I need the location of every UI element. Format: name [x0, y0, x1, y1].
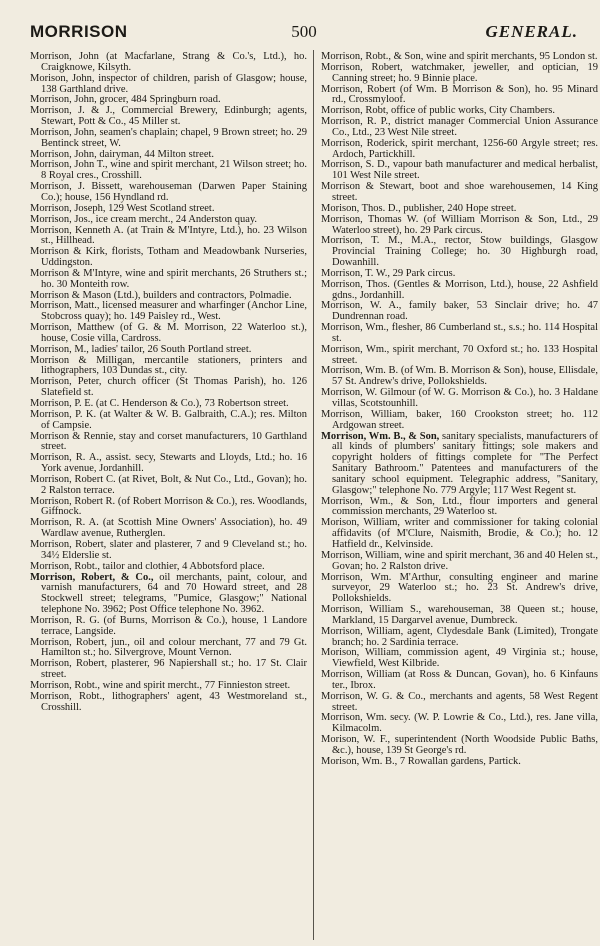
directory-entry: Morrison, Robert (of Wm. B Morrison & Son), ho. 95 Minard rd., Crossmyloof. [321, 83, 598, 106]
directory-entry: Morrison, Thos. (Gentles & Morrison, Ltd.), house, 22 Ashfield gdns., Jordanhill. [321, 278, 598, 301]
directory-entry: Morrison, R. G. (of Burns, Morrison & Co.), house, 1 Landore terrace, Langside. [30, 614, 307, 637]
directory-entry: Morrison, William, agent, Clydesdale Bank (Limited), Trongate branch; ho. 2 Sardinia terrace. [321, 625, 598, 648]
directory-entry: Morrison, William (at Ross & Duncan, Govan), ho. 6 Kinfauns ter., Ibrox. [321, 669, 598, 691]
directory-entry: Morison, William, writer and commissioner for taking colonial affidavits (of M'Clure, Naismith, Brodie, & Co.); ho. 12 Hatfield dr., Kelvinside. [321, 517, 598, 550]
running-head-name: MORRISON [30, 22, 128, 41]
running-head-section: GENERAL. [485, 22, 578, 41]
directory-entry: Morrison & Rennie, stay and corset manufacturers, 10 Garthland street. [30, 430, 307, 453]
directory-entry: Morison, William, commission agent, 49 Virginia st.; house, Viewfield, West Kilbride. [321, 647, 598, 670]
directory-entry [30, 573, 307, 616]
directory-entry: Morrison, Wm. B. (of Wm. B. Morrison & Son), house, Ellisdale, 57 St. Andrew's drive, Pollokshields. [321, 365, 598, 388]
directory-entry: Morrison, W. A., family baker, 53 Sinclair drive; ho. 47 Dundrennan road. [321, 300, 598, 323]
column-divider [313, 50, 314, 940]
directory-entry: Morrison, Robert, jun., oil and colour merchant, 77 and 79 Gt. Hamilton st.; ho. Silvergrove, Mount Vernon. [30, 636, 307, 659]
directory-entry: Morrison, Robt., wine and spirit mercht., 77 Finnieston street. [30, 679, 291, 691]
directory-entry: Morrison, Robert C. (at Rivet, Bolt, & Nut Co., Ltd., Govan); ho. 2 Ralston terrace. [30, 473, 307, 496]
directory-entry: Morrison, R. A. (at Scottish Mine Owners' Association), ho. 49 Wardlaw avenue, Rutherglen. [30, 517, 307, 540]
directory-entry: Morrison & Mason (Ltd.), builders and contractors, Polmadie. [30, 289, 292, 301]
directory-entry: Morrison, J. Bissett, warehouseman (Darwen Paper Staining Co.); house, 156 Hyndland rd. [30, 181, 307, 203]
directory-entry: Morrison, William S., warehouseman, 38 Queen st.; house, Markland, 15 Dargarvel avenue, Dumbreck. [321, 604, 598, 626]
directory-entry [321, 432, 598, 497]
directory-entry: Morison, W. F., superintendent (North Woodside Public Baths, &c.), house, 139 St George's rd. [321, 734, 598, 756]
directory-entry: Morrison, Peter, church officer (St Thomas Parish), ho. 126 Slatefield st. [30, 376, 307, 399]
directory-entry: Morrison, Wm., & Son, Ltd., flour importers and general commission merchants, 29 Waterloo st. [321, 495, 598, 518]
directory-entry: Morrison & Milligan, mercantile stationers, printers and lithographers, 103 Dundas st., city. [30, 354, 307, 377]
directory-entry: Morrison, P. E. (at C. Henderson & Co.), 73 Robertson street. [30, 398, 289, 409]
directory-entry: Morrison, John, dairyman, 44 Milton street. [30, 148, 215, 160]
directory-entry: Morrison, Robt., & Son, wine and spirit merchants, 95 London st. [321, 51, 598, 62]
directory-entry: Morrison, John (at Macfarlane, Strang & Co.'s, Ltd.), ho. Craigknowe, Kilsyth. [30, 51, 307, 73]
directory-entry: Morrison, W. G. & Co., merchants and agents, 58 West Regent street. [321, 690, 598, 713]
directory-entry: Morrison, Wm. secy. (W. P. Lowrie & Co., Ltd.), res. Jane villa, Kilmacolm. [321, 712, 598, 735]
directory-entry: Morrison, Robert R. (of Robert Morrison & Co.), res. Woodlands, Giffnock. [30, 495, 307, 518]
directory-entry: Morrison, T. M., M.A., rector, Stow buildings, Glasgow Provincial Training College; ho. 30 Highburgh road, Dowanhill. [321, 235, 598, 269]
directory-entry: Morison, Wm. B., 7 Rowallan gardens, Partick. [321, 755, 521, 767]
directory-entry: Morrison, T. W., 29 Park circus. [321, 267, 456, 279]
directory-entry: Morrison, Robert, slater and plasterer, 7 and 9 Cleveland st.; ho. 34½ Elderslie st. [30, 538, 307, 561]
directory-entry: Morrison, Kenneth A. (at Train & M'Intyre, Ltd.), ho. 23 Wilson st., Hillhead. [30, 224, 307, 247]
directory-entry: Morrison, Roderick, spirit merchant, 1256-60 Argyle street; res. Ardoch, Partickhill. [321, 137, 598, 160]
directory-entry: Morrison, William, baker, 160 Crookston street; ho. 112 Ardgowan street. [321, 408, 598, 431]
directory-entry: Morrison, William, wine and spirit merchant, 36 and 40 Helen st., Govan; ho. 2 Ralston drive. [321, 549, 598, 572]
directory-entry: Morrison, R. A., assist. secy, Stewarts and Lloyds, Ltd.; ho. 16 York avenue, Jordanhill. [30, 452, 307, 475]
directory-entry: Morrison, Matt., licensed measurer and wharfinger (Anchor Line, Stobcross quay); ho. 149 Paisley rd., West. [30, 300, 307, 323]
directory-entry: Morrison, Matthew (of G. & M. Morrison, 22 Waterloo st.), house, Cosie villa, Cardross. [30, 322, 307, 344]
page-header [30, 22, 578, 44]
directory-entry: Morrison, John, seamen's chaplain; chapel, 9 Brown street; ho. 29 Bentinck street, W. [30, 126, 307, 149]
directory-entry: Morrison, Wm., flesher, 86 Cumberland st., s.s.; ho. 114 Hospital st. [321, 322, 598, 344]
directory-entry: Morison, Thos. D., publisher, 240 Hope street. [321, 202, 517, 214]
directory-entry: Morrison, Robt., tailor and clothier, 4 Abbotsford place. [30, 560, 265, 572]
directory-entry: Morrison, M., ladies' tailor, 26 South Portland street. [30, 343, 252, 355]
directory-entry: Morrison, S. D., vapour bath manufacturer and medical herbalist, 101 West Nile street. [321, 159, 598, 182]
entry-text: oil merchants, paint, colour, and varnish manufacturers, 64 and 70 Howard street, and 28 Stockwell street; telegrams, "Pumice, Glasgow;" National telephone No. 3962; Post Office telephone No. 3962. [41, 571, 307, 616]
entry-name-bold: Morrison, Robert, & Co., [30, 571, 154, 583]
right-column [321, 52, 598, 768]
directory-entry: Morrison, Robt., lithographers' agent, 43 Westmoreland st., Crosshill. [30, 690, 307, 713]
entry-text: sanitary specialists, manufacturers of all kinds of plumbers' sanitary fittings; sole makers and copyright holders of fittings complete for "The Perfect Sanitary Bathroom." Patentees and manufacturers of the sanitary school equipment. Telegraphic address, "Sanitary, Glasgow;" telephone No. 779 Argyle; 117 West Regent st. [332, 430, 598, 496]
directory-entry: Morrison & Stewart, boot and shoe warehousemen, 14 King street. [321, 181, 598, 203]
directory-entry: Morrison, W. Gilmour (of W. G. Morrison & Co.), ho. 3 Haldane villas, Scotstounhill. [321, 387, 598, 409]
directory-entry: Morrison & Kirk, florists, Totham and Meadowbank Nurseries, Uddingston. [30, 246, 307, 269]
directory-entry: Morrison, John T., wine and spirit merchant, 21 Wilson street; ho. 8 Royal cres., Crosshill. [30, 159, 307, 182]
directory-entry: Morrison, Wm., spirit merchant, 70 Oxford st.; ho. 133 Hospital street. [321, 343, 598, 366]
directory-entry: Morison, John, inspector of children, parish of Glasgow; house, 138 Garthland drive. [30, 72, 307, 95]
entry-name-bold: Morrison, Wm. B., & Son, [321, 430, 440, 442]
directory-entry: Morrison, P. K. (at Walter & W. B. Galbraith, C.A.); res. Milton of Campsie. [30, 408, 307, 431]
directory-entry: Morrison, Jos., ice cream mercht., 24 Anderston quay. [30, 213, 258, 225]
directory-entry: Morrison, Robert, plasterer, 96 Napiershall st.; ho. 17 St. Clair street. [30, 658, 307, 681]
page-number: 500 [291, 22, 317, 41]
directory-entry: Morrison, Joseph, 129 West Scotland street. [30, 202, 215, 214]
directory-entry: Morrison, Thomas W. (of William Morrison & Son, Ltd., 29 Waterloo street), ho. 29 Park circus. [321, 213, 598, 236]
directory-entry: Morrison, Robt, office of public works, City Chambers. [321, 105, 555, 117]
directory-entry: Morrison & M'Intyre, wine and spirit merchants, 26 Struthers st.; ho. 30 Monteith row. [30, 267, 307, 290]
left-column [30, 52, 307, 713]
directory-entry: Morrison, Wm. M'Arthur, consulting engineer and marine surveyor, 29 Waterloo st.; ho. 23 St. Andrew's drive, Pollokshields. [321, 571, 598, 605]
directory-entry: Morrison, J. & J., Commercial Brewery, Edinburgh; agents, Stewart, Pott & Co., 45 Miller st. [30, 105, 307, 128]
directory-entry: Morrison, John, grocer, 484 Springburn road. [30, 94, 221, 106]
directory-entry: Morrison, Robert, watchmaker, jeweller, and optician, 19 Canning street; ho. 9 Binnie place. [321, 61, 598, 84]
directory-entry: Morrison, R. P., district manager Commercial Union Assurance Co., Ltd., 23 West Nile street. [321, 116, 598, 138]
